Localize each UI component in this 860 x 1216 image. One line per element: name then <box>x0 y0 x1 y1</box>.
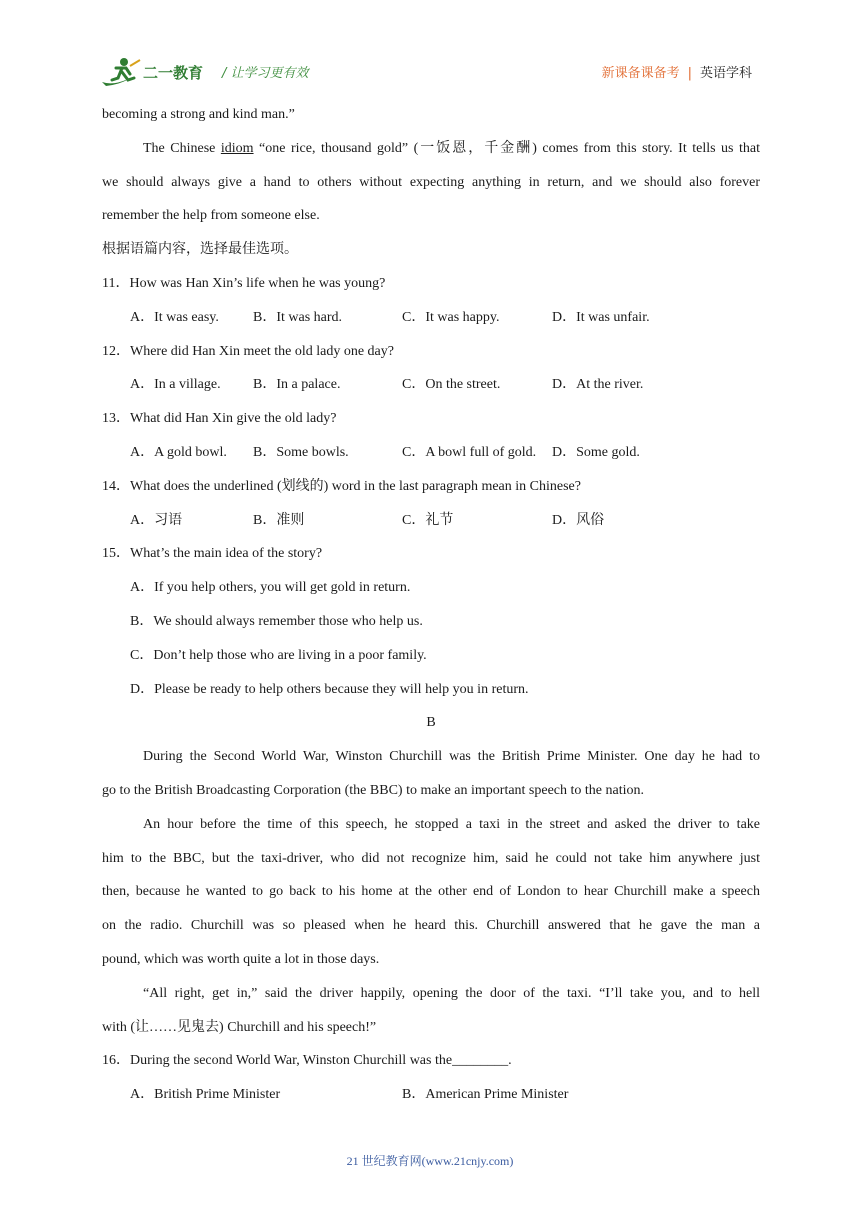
section-title: B <box>426 715 436 731</box>
passage-b-line: go to the British Broadcasting Corporation (the BBC) to make an important speech to the nation. <box>102 782 645 798</box>
option-c: C．A bowl full of gold. <box>402 444 537 460</box>
question-stem: 12．Where did Han Xin meet the old lady one day? <box>102 343 394 359</box>
passage-b-line: with (让……见鬼去) Churchill and his speech!” <box>102 1019 377 1035</box>
option-a: A．A gold bowl. <box>130 444 227 460</box>
runner-logo-icon <box>100 56 144 90</box>
passage-b-line: An hour before the time of this speech, he stopped a taxi in the street and asked the driver to take <box>143 816 760 832</box>
passage-b-line: on the radio. Churchill was so pleased when he heard this. Churchill answered that he gave the man a <box>102 918 760 934</box>
question-stem: 11．How was Han Xin’s life when he was young? <box>102 275 386 291</box>
passage-a-paragraph-line <box>102 135 760 169</box>
option-b: B．American Prime Minister <box>402 1087 569 1103</box>
passage-a-line: becoming a strong and kind man.” <box>102 107 295 122</box>
passage-b-line: During the Second World War, Winston Churchill was the British Prime Minister. One day he had to <box>143 749 760 765</box>
site-logo <box>100 56 210 90</box>
option-a: A．In a village. <box>130 377 221 393</box>
passage-b-line: him to the BBC, but the taxi-driver, who did not recognize him, said he could not take him anywhere just <box>102 850 760 866</box>
question-options <box>102 304 760 338</box>
passage-a-paragraph-line: we should always give a hand to others without expecting anything in return, and we should also forever <box>102 174 760 190</box>
option-d: D．At the river. <box>552 377 644 393</box>
page-footer: 21 世纪教育网(www.21cnjy.com) <box>346 1154 514 1168</box>
option-d: D．It was unfair. <box>552 309 650 325</box>
passage-b-line: “All right, get in,” said the driver happily, opening the door of the taxi. “I’ll take you, and to hell <box>143 985 760 1001</box>
text-span: The Chinese <box>143 140 221 156</box>
passage-b-line: pound, which was worth quite a lot in those days. <box>102 951 380 967</box>
option-c: C．On the street. <box>402 377 501 393</box>
question-stem: 16．During the second World War, Winston Churchill was the________. <box>102 1053 512 1069</box>
option-b: B．We should always remember those who help us. <box>130 613 423 629</box>
option-c: C．礼节 <box>402 512 454 528</box>
option-d: D．Some gold. <box>552 444 640 460</box>
option-a: A．If you help others, you will get gold in return. <box>130 580 411 596</box>
page-header <box>0 0 860 100</box>
question-stem: 13．What did Han Xin give the old lady? <box>102 411 337 427</box>
option-b: B．准则 <box>253 512 305 528</box>
question-options <box>102 507 760 541</box>
instruction-text: 根据语篇内容，选择最佳选项。 <box>102 242 298 258</box>
question-stem: 15．What’s the main idea of the story? <box>102 546 323 562</box>
underlined-word: idiom <box>220 140 254 156</box>
header-subject-label: 英语学科 <box>699 66 752 81</box>
header-course-label: 新课备课备考 <box>601 66 680 81</box>
header-subject <box>602 62 752 81</box>
option-b: B．It was hard. <box>253 309 343 325</box>
logo-text: 二一教育 <box>143 64 204 82</box>
option-a: A．习语 <box>130 512 183 528</box>
document-body <box>102 101 760 1115</box>
question-options <box>102 371 760 405</box>
option-c: C．Don’t help those who are living in a poor family. <box>130 647 427 663</box>
question-options <box>102 1081 760 1115</box>
question-options <box>102 439 760 473</box>
option-b: B．Some bowls. <box>253 444 349 460</box>
passage-a-paragraph-line: remember the help from someone else. <box>102 208 320 224</box>
header-separator: | <box>687 66 692 81</box>
option-d: D．风俗 <box>552 512 605 528</box>
passage-b-line: then, because he wanted to go back to his home at the other end of London to hear Churchill make a speech <box>102 884 760 900</box>
option-c: C．It was happy. <box>402 309 500 325</box>
option-b: B．In a palace. <box>253 377 341 393</box>
option-d: D．Please be ready to help others because they will help you in return. <box>130 681 529 697</box>
option-a: A．British Prime Minister <box>130 1087 281 1103</box>
option-a: A．It was easy. <box>130 309 219 325</box>
question-stem: 14．What does the underlined (划线的) word in the last paragraph mean in Chinese? <box>102 478 581 494</box>
header-slogan: / 让学习更有效 <box>222 66 309 81</box>
text-span: “one rice, thousand gold” (一饭恩，千金酬) comes from this story. It tells us that <box>253 140 760 156</box>
